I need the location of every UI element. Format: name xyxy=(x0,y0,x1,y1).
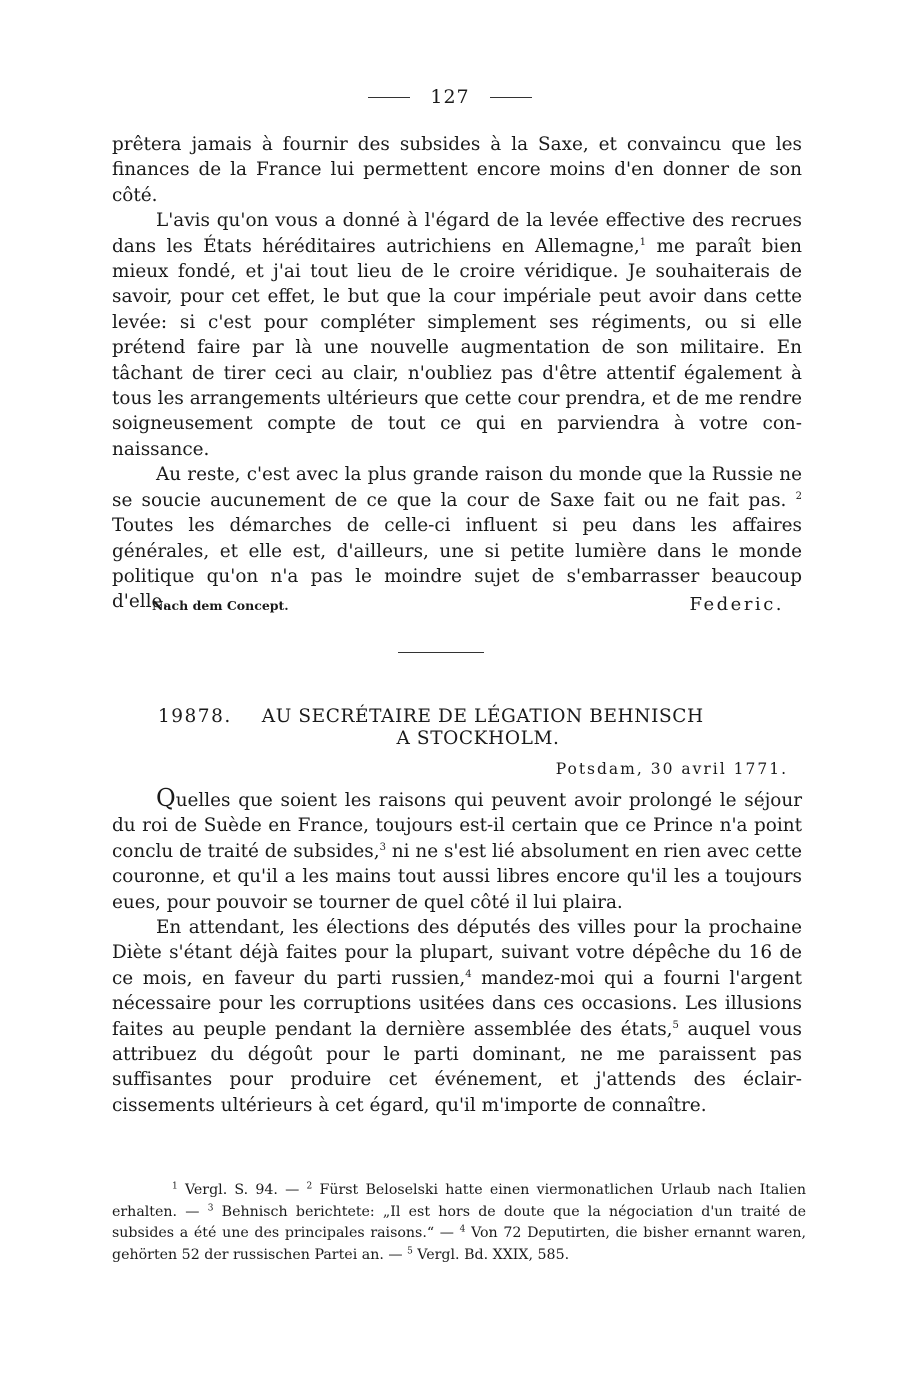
closing-row xyxy=(152,594,784,615)
footnote-text: Vergl. Bd. XXIX, 585. xyxy=(412,1246,570,1263)
paragraph-text: prêtera jamais à fournir des subsides à la Saxe, et convaincu que les finances de la France lui permettent encore moins d'en donner de son côté. xyxy=(112,134,802,206)
footnote-text: Von 72 Deputirten, die bisher ernannt waren, gehörten 52 der russischen Partei an. — xyxy=(112,1225,806,1263)
letter-body xyxy=(112,786,802,1118)
footnote-ref: 5 xyxy=(672,1019,679,1031)
paragraph xyxy=(112,786,802,915)
source-note: Nach dem Concept. xyxy=(152,598,289,613)
footnote-paragraph xyxy=(112,1180,806,1266)
footnote-ref: 3 xyxy=(379,841,386,853)
paragraph xyxy=(112,208,802,462)
paragraph-text: ni ne s'est lié absolument en rien avec cette couronne, et qu'il a les mains tout aussi libres encore qu'il les a toujours eues, pour pouvoir se tourner de quel côté il lui plaira. xyxy=(112,840,802,913)
paragraph-text: mandez-moi qui a fourni l'argent nécessaire pour les corruptions usitées dans ces occasions. Les illusions faites au peuple pendant la dernière assemblée des états, xyxy=(112,967,802,1040)
footnote-mark: 4 xyxy=(459,1224,466,1235)
header-rule-left xyxy=(368,97,410,98)
paragraph xyxy=(112,132,802,208)
previous-letter-continuation xyxy=(112,132,802,615)
paragraph-text: Toutes les démarches de celle-ci influent si peu dans les affaires générales, et elle est, d'ailleurs, une si petite lumière dans le monde politique qu'on n'a pas le moindre sujet de s'embarrasser beaucoup d'elle. xyxy=(112,515,802,613)
paragraph-text: L'avis qu'on vous a donné à l'égard de la levée effective des recrues dans les États héréditaires autrichiens en Allemagne, xyxy=(112,210,802,257)
footnote-text: Behnisch berichtete: „Il est hors de doute que la négociation d'un traité de subsides a été une des principales raisons.“ — xyxy=(112,1203,806,1241)
paragraph-text: auquel vous attribuez du dégoût pour le parti dominant, ne me paraissent pas suffisantes pour produire cet événement, et j'attends des éclaircissements ultérieurs à cet égard, qu'il m'importe de connaître. xyxy=(112,1018,802,1116)
paragraph-text: Au reste, c'est avec la plus grande raison du monde que la Russie ne se soucie aucunement de ce que la cour de Saxe fait ou ne fait pas. xyxy=(112,464,802,511)
page-number: 127 xyxy=(430,86,470,108)
paragraph xyxy=(112,462,802,614)
dateline: Potsdam, 30 avril 1771. xyxy=(555,760,788,778)
footnote-ref: 4 xyxy=(465,968,472,980)
footnote-ref: 1 xyxy=(639,236,647,248)
footnote-mark: 1 xyxy=(172,1181,178,1192)
footnotes xyxy=(112,1180,806,1266)
heading-line xyxy=(158,706,768,727)
footnote-mark: 2 xyxy=(306,1181,313,1192)
destination-line: A STOCKHOLM. xyxy=(396,728,560,749)
footnote-mark: 3 xyxy=(207,1202,214,1213)
initial-letter: Q xyxy=(156,784,176,812)
footnote-text: Vergl. S. 94. — xyxy=(177,1182,307,1198)
paragraph-text: me paraît bien mieux fondé, et j'ai tout lieu de le croire véridique. Je souhaiterais de savoir, pour cet effet, le but que la cour impériale peut avoir dans cette levée: si c'est pour compléter simplement ses régiments, ou si elle prétend faire par là une nouvelle augmentation de son militaire. En tâchant de tirer ceci au clair, n'oubliez pas d'être attentif également à tous les arrangements ultérieurs que cette cour prendra, et de me rendre soigneusement compte de tout ce qui en parviendra à votre connaissance. xyxy=(112,235,802,460)
footnote-text: Fürst Beloselski hatte einen viermonatlichen Urlaub nach Italien erhalten. — xyxy=(112,1182,806,1220)
letter-heading xyxy=(158,706,768,749)
header-rule-right xyxy=(490,97,532,98)
letter-number: 19878. xyxy=(158,706,232,727)
page-header xyxy=(0,86,900,108)
signature: Federic. xyxy=(689,594,784,615)
recipient-line: AU SECRÉTAIRE DE LÉGATION BEHNISCH xyxy=(261,706,704,727)
paragraph-text: En attendant, les élections des députés des villes pour la prochaine Diète s'étant déjà faites pour la plupart, suivant votre dépêche du 16 de ce mois, en faveur du parti russien, xyxy=(112,917,802,989)
paragraph xyxy=(112,915,802,1118)
paragraph-text: uelles que soient les raisons qui peuvent avoir prolongé le séjour du roi de Suède en France, toujours est-il certain que ce Prince n'a point conclu de traité de subsides, xyxy=(112,790,802,862)
section-divider xyxy=(398,652,484,653)
footnote-mark: 5 xyxy=(407,1245,413,1256)
footnote-ref: 2 xyxy=(795,490,802,502)
